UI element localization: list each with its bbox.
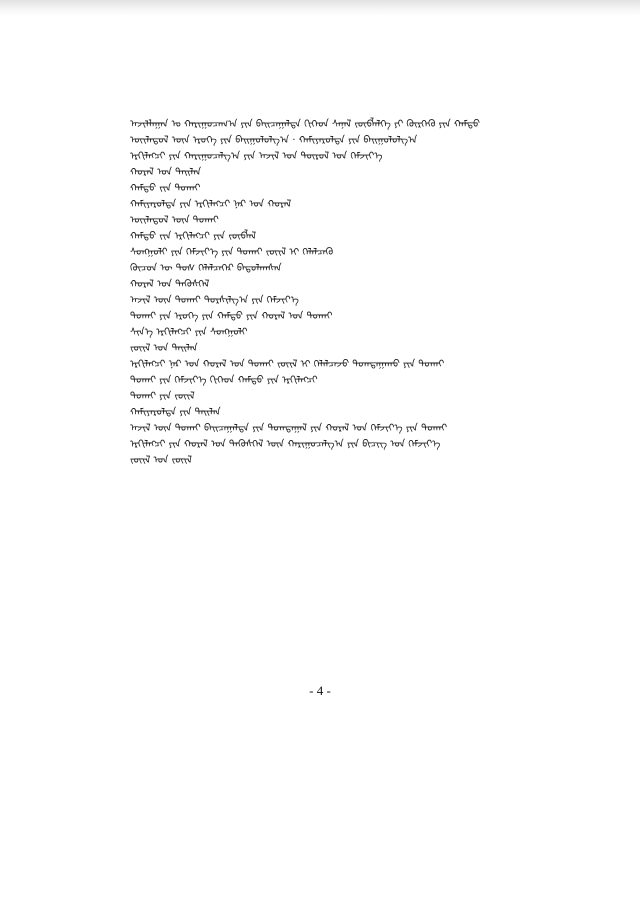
text-line: ᠠᠵᠢᠯ ᠦᠨ ᠲᠤᠬᠠᠢ ᠲᠤᠷᠰᠢᠯᠭ᠎ᠠ ᠶᠢᠨ ᠬᠡᠮᠵᠢᠶ᠎ᠡ	[130, 295, 299, 306]
text-line: ᠰᠢᠨ᠎ᠡ ᠡᠷᠬᠢᠯᠡᠭᠴᠢ ᠶᠢᠨ ᠰᠤᠩᠭ᠋ᠤᠯᠢ	[130, 327, 248, 338]
text-line: ᠬᠤᠷᠠᠯ ᠤᠨ ᠲᠠᠢᠯᠠᠨ	[130, 167, 202, 178]
text-line: ᠵᠦᠢᠯ ᠤᠨ ᠲᠠᠢᠯᠠᠨ	[130, 343, 198, 354]
text-line: ᠬᠤᠷᠠᠯ ᠤᠨ ᠲᠡᠭᠦᠰᠬᠡᠯ	[130, 279, 210, 290]
text-line: ᠬᠠᠮᠢᠶᠠᠷᠤᠯᠲᠠ ᠶᠢᠨ ᠡᠷᠬᠢᠯᠡᠭᠴᠢ ᠨᠠᠷ ᠤᠨ ᠬᠤᠷᠠᠯ	[130, 199, 292, 210]
text-line: ᠡᠷᠬᠢᠯᠡᠭᠴᠢ ᠶᠢᠨ ᠬᠤᠷᠠᠯ ᠤᠨ ᠲᠡᠭᠦᠰᠬᠡᠯ ᠦᠨ ᠬᠠᠷᠢᠭᠤᠴᠠᠯᠭ᠎ᠠ ᠶᠢᠨ ᠪᠢᠴᠢᠭ ᠤᠨ ᠬᠡᠮᠵᠢᠶ᠎ᠡ	[130, 439, 441, 450]
text-line: ᠬᠠᠮᠲᠤ ᠵᠢᠨ ᠡᠷᠬᠢᠯᠡᠭᠴᠢ ᠶᠢᠨ ᠵᠥᠪᠯᠡᠯ	[130, 231, 257, 242]
text-line: ᠬᠠᠮᠢᠶᠠᠷᠤᠯᠲᠠ ᠶᠢᠨ ᠲᠠᠢᠯᠠᠨ	[130, 407, 221, 418]
page-number: - 4 -	[309, 683, 331, 698]
text-line: ᠦᠢᠯᠡᠳᠦᠯ ᠦᠨ ᠲᠤᠬᠠᠢ	[130, 215, 219, 226]
text-line: ᠲᠤᠬᠠᠢ ᠶᠢᠨ ᠡᠷᠦᠬᠡ ᠶᠢᠨ ᠬᠠᠮᠲᠤ ᠶᠢᠨ ᠬᠤᠷᠠᠯ ᠤᠨ ᠲᠤᠬᠠᠢ	[130, 311, 333, 322]
text-line: ᠠᠵᠢᠯᠯᠠᠭᠠᠨ ᠤ ᠬᠠᠷᠢᠭᠤᠴᠠᠭ᠎ᠠ ᠶᠢᠨ ᠪᠠᠢᠴᠠᠭᠠᠯᠲᠠ ᠬᠢᠭᠡᠳ ᠰᠠᠨᠠᠯ ᠵᠥᠪᠯᠡᠯᠭᠡ ᠶᠢ ᠬᠦᠷᠭᠡᠬᠦ ᠶᠢᠨ ᠬᠠᠮᠲᠤ	[130, 119, 480, 130]
text-line: ᠰᠤᠩᠭ᠋ᠤᠯᠢ ᠶᠢᠨ ᠬᠡᠮᠵᠢᠶ᠎ᠡ ᠶᠢᠨ ᠲᠤᠬᠠᠢ ᠵᠦᠢᠯ ᠢ ᠬᠡᠯᠡᠯᠴᠡᠬᠦ	[130, 247, 334, 258]
text-line: ᠬᠦᠴᠦᠨ ᠦ ᠲᠤᠰ ᠬᠡᠯᠡᠯᠴᠡᠬᠡᠷ ᠪᠠᠲᠤᠯᠠᠭᠰᠠᠨ	[130, 263, 282, 274]
text-line: ᠡᠷᠬᠢᠯᠡᠭᠴᠢ ᠶᠢᠨ ᠬᠠᠷᠢᠭᠤᠴᠠᠯᠭ᠎ᠠ ᠶᠢᠨ ᠠᠵᠢᠯ ᠤᠨ ᠲᠦᠷᠦᠯ ᠤᠨ ᠬᠡᠮᠵᠢᠶ᠎ᠡ	[130, 151, 383, 162]
text-line: ᠲᠤᠬᠠᠢ ᠶᠢᠨ ᠬᠡᠮᠵᠢᠶ᠎ᠡ ᠬᠢᠭᠡᠳ ᠬᠠᠮᠲᠤ ᠶᠢᠨ ᠡᠷᠬᠢᠯᠡᠭᠴᠢ	[130, 375, 318, 386]
text-line: ᠬᠠᠮᠲᠤ ᠵᠢᠨ ᠲᠤᠬᠠᠢ	[130, 183, 201, 194]
text-line: ᠦᠢᠯᠡᠳᠦᠯ ᠦᠨ ᠡᠷᠦᠬᠡ ᠶᠢᠨ ᠪᠠᠢᠭᠤᠯᠤᠯᠭ᠎ᠠ · ᠬᠠᠮᠢᠶᠠᠷᠤᠯᠲᠠ ᠶᠢᠨ ᠪᠠᠢᠭᠤᠯᠤᠯᠭ᠎ᠠ	[130, 135, 418, 146]
text-line: ᠲᠤᠬᠠᠢ ᠶᠢᠨ ᠵᠦᠢᠯ	[130, 391, 195, 402]
text-line: ᠡᠷᠬᠢᠯᠡᠭᠴᠢ ᠨᠠᠷ ᠤᠨ ᠬᠤᠷᠠᠯ ᠤᠨ ᠲᠤᠬᠠᠢ ᠵᠦᠢᠯ ᠢ ᠬᠡᠯᠡᠯᠴᠡᠵᠦ ᠲᠤᠭᠲᠠᠭᠠᠬᠤ ᠶᠢᠨ ᠲᠤᠬᠠᠢ	[130, 359, 445, 370]
text-line: ᠠᠵᠢᠯ ᠦᠨ ᠲᠤᠬᠠᠢ ᠪᠠᠢᠴᠠᠭᠠᠯᠲᠠ ᠶᠢᠨ ᠲᠤᠭᠲᠠᠭᠠᠯ ᠶᠢᠨ ᠬᠤᠷᠠᠯ ᠤᠨ ᠬᠡᠮᠵᠢᠶ᠎ᠡ ᠶᠢᠨ ᠲᠤᠬᠠᠢ	[130, 423, 448, 434]
text-line: ᠵᠦᠢᠯ ᠤᠨ ᠵᠦᠢᠯ	[130, 455, 192, 466]
